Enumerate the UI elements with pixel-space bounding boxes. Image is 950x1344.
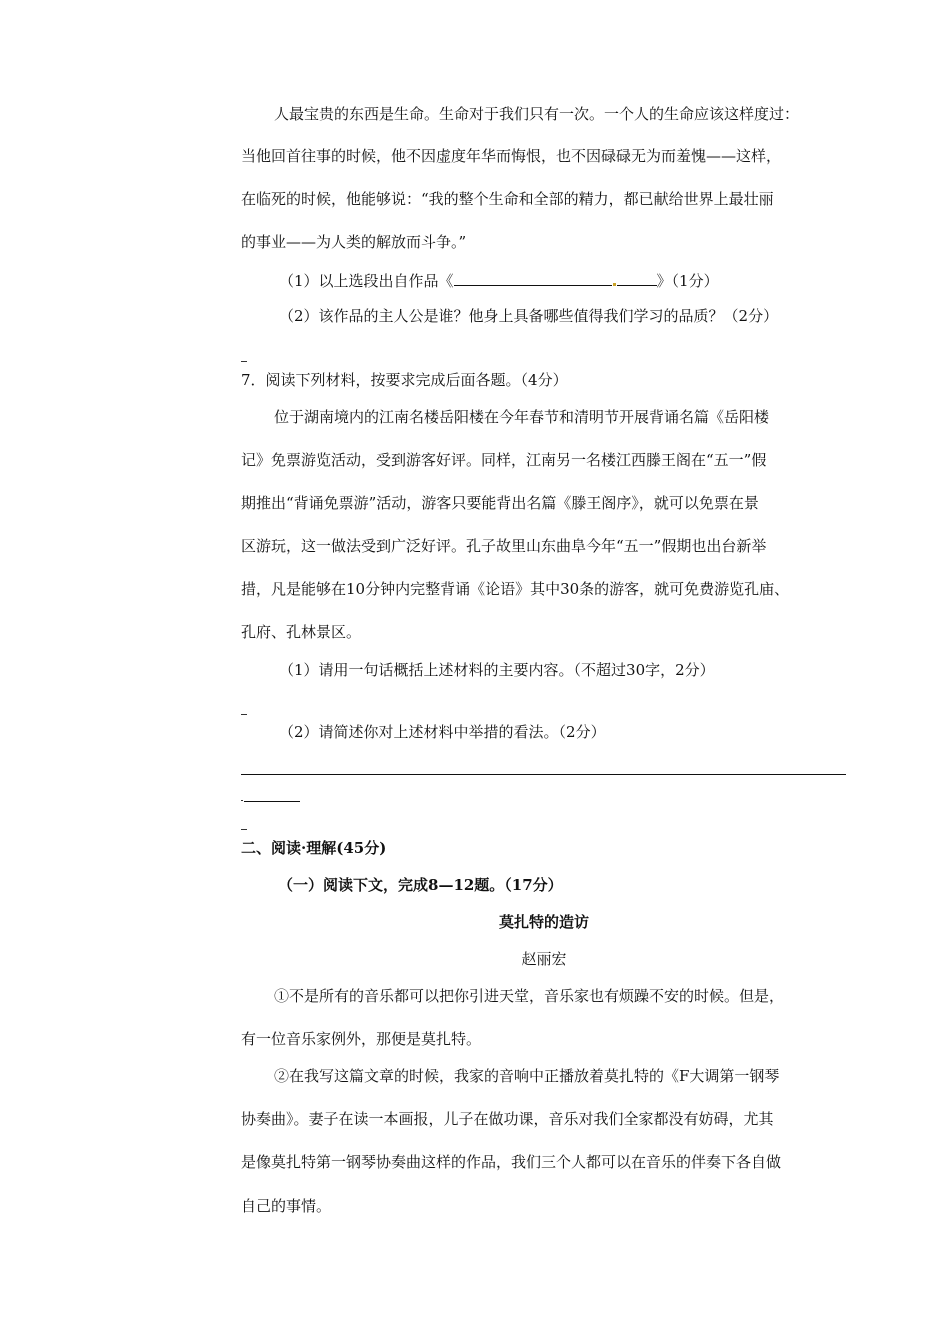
line-mark xyxy=(241,829,247,830)
q7-line-1: 位于湖南境内的江南名楼岳阳楼在今年春节和清明节开展背诵名篇《岳阳楼 xyxy=(274,408,770,426)
line-mark xyxy=(241,361,247,362)
answer-line[interactable] xyxy=(244,801,300,802)
q7-line-3: 期推出“背诵免票游”活动，游客只要能背出名篇《滕王阁序》，就可以免票在景 xyxy=(241,494,759,512)
section2-part1-heading: （一）阅读下文，完成8—12题。（17分） xyxy=(278,876,563,894)
article-title: 莫扎特的造访 xyxy=(498,913,589,931)
article-line-3: ②在我写这篇文章的时候，我家的音响中正播放着莫扎特的《F大调第一钢琴 xyxy=(274,1067,780,1085)
answer-blank[interactable] xyxy=(617,270,657,286)
passage1-line-4: 的事业——为人类的解放而斗争。” xyxy=(241,233,467,251)
passage1-line-2: 当他回首往事的时候，他不因虚度年华而悔恨，也不因碌碌无为而羞愧——这样， xyxy=(241,147,782,165)
article-line-1: ①不是所有的音乐都可以把你引进天堂，音乐家也有烦躁不安的时候。但是， xyxy=(274,987,785,1005)
q6-sub1-suffix: 》（1分） xyxy=(656,272,719,290)
q7-line-6: 孔府、孔林景区。 xyxy=(241,623,362,641)
q6-sub1 xyxy=(279,270,719,291)
passage1-line-3: 在临死的时候，他能够说：“我的整个生命和全部的精力，都已献给世界上最壮丽 xyxy=(241,190,774,208)
q7-sub2: （2）请简述你对上述材料中举措的看法。（2分） xyxy=(279,723,606,741)
passage1-line-1: 人最宝贵的东西是生命。生命对于我们只有一次。一个人的生命应该这样度过： xyxy=(274,105,800,123)
article-author: 赵丽宏 xyxy=(521,950,567,968)
article-line-5: 是像莫扎特第一钢琴协奏曲这样的作品，我们三个人都可以在音乐的伴奏下各自做 xyxy=(241,1153,782,1171)
q7-line-2: 记》免票游览活动，受到游客好评。同样，江南另一名楼江西滕王阁在“五一”假 xyxy=(241,451,767,469)
line-mark xyxy=(241,714,247,715)
answer-line[interactable] xyxy=(241,774,846,775)
q6-sub1-prefix: （1）以上选段出自作品《 xyxy=(279,272,454,290)
section2-heading: 二、阅读·理解(45分) xyxy=(241,839,387,857)
q6-sub2: （2）该作品的主人公是谁？他身上具备哪些值得我们学习的品质？（2分） xyxy=(279,307,779,325)
q7-heading: 7．阅读下列材料，按要求完成后面各题。（4分） xyxy=(241,371,568,389)
answer-blank[interactable] xyxy=(454,270,612,286)
article-line-6: 自己的事情。 xyxy=(241,1197,332,1215)
article-line-2: 有一位音乐家例外，那便是莫扎特。 xyxy=(241,1030,482,1048)
dot-mark xyxy=(613,283,616,286)
article-line-4: 协奏曲》。妻子在读一本画报，儿子在做功课，音乐对我们全家都没有妨碍，尤其 xyxy=(241,1110,774,1128)
q7-line-4: 区游玩，这一做法受到广泛好评。孔子故里山东曲阜今年“五一”假期也出台新举 xyxy=(241,537,767,555)
q7-line-5: 措，凡是能够在10分钟内完整背诵《论语》其中30条的游客，就可免费游览孔庙、 xyxy=(241,580,790,598)
line-mark xyxy=(241,800,243,801)
q7-sub1: （1）请用一句话概括上述材料的主要内容。（不超过30字，2分） xyxy=(279,661,715,679)
